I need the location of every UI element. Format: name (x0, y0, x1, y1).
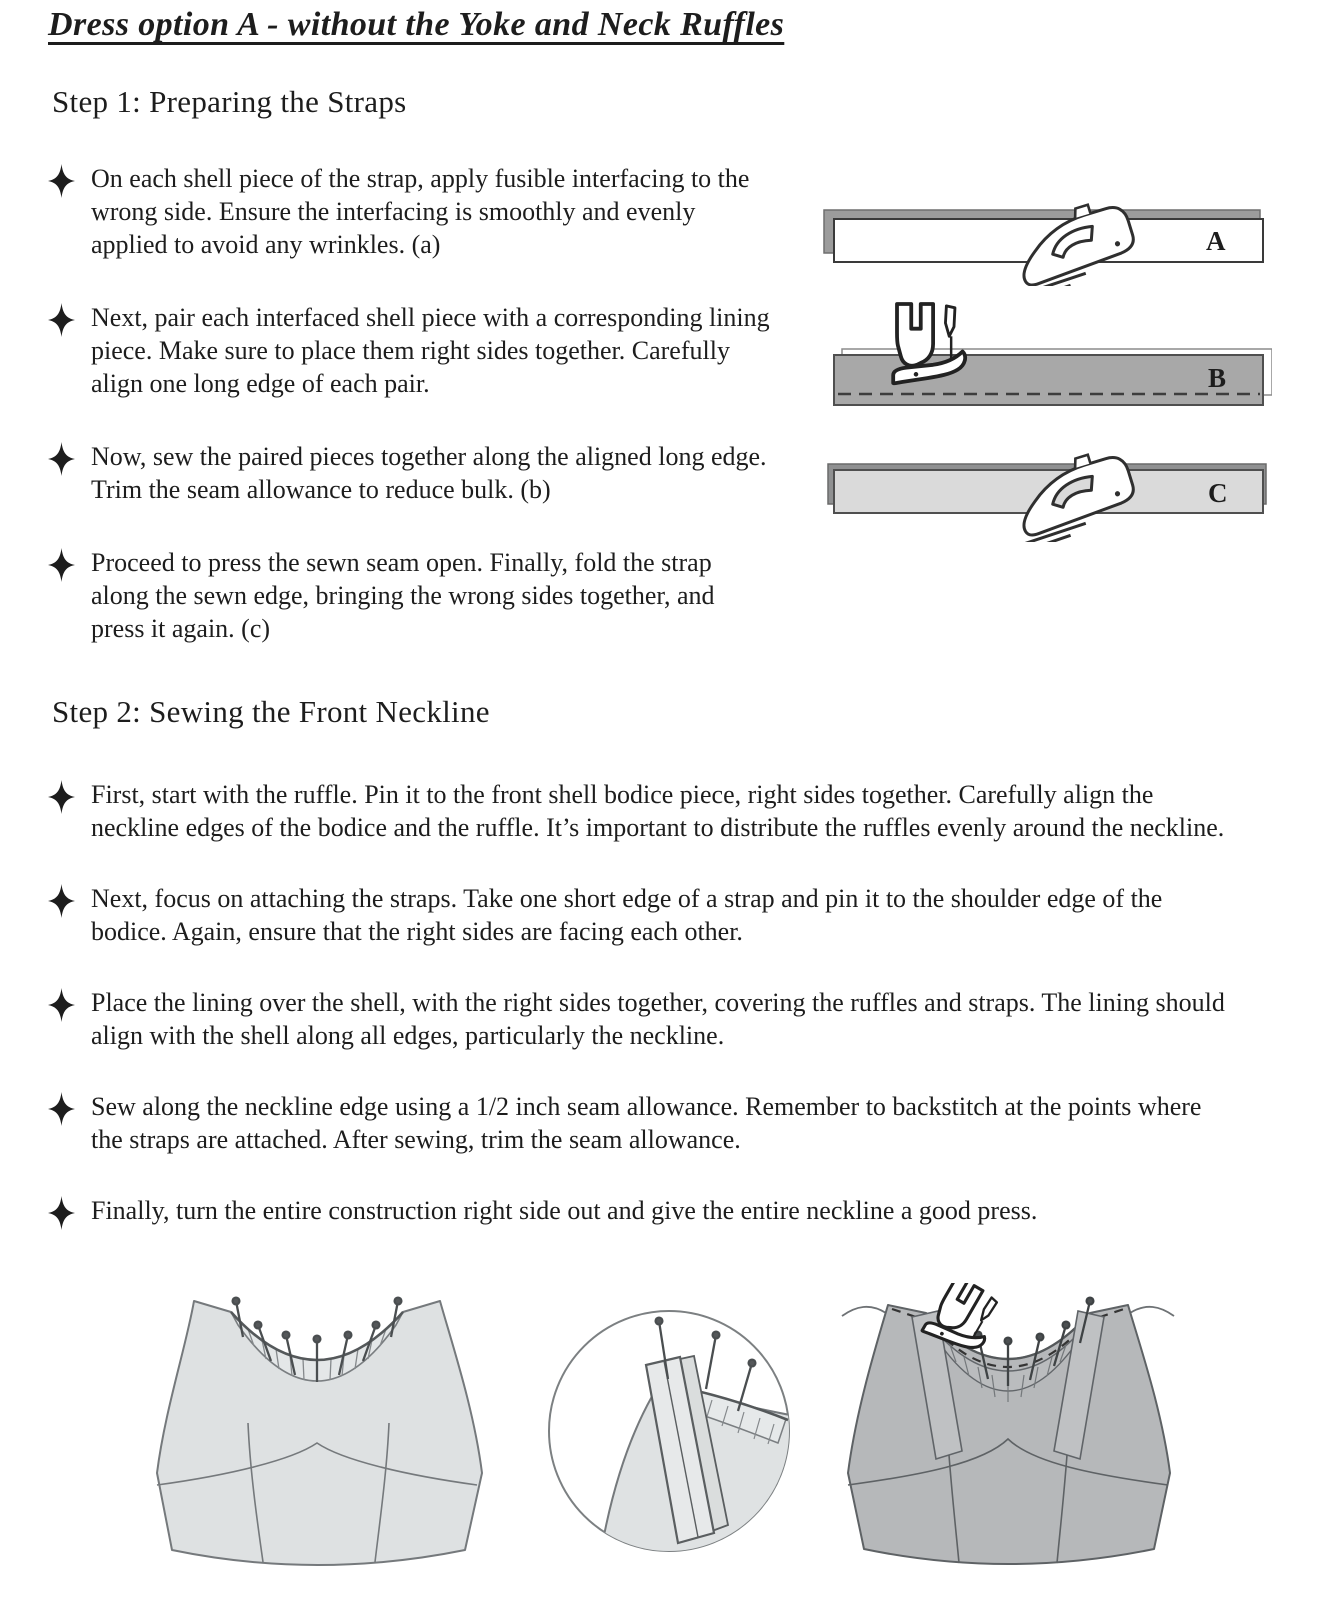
four-pointed-star-icon (48, 882, 76, 948)
bullet-item (48, 778, 1228, 844)
diagram-label: C (1208, 478, 1228, 508)
diagram-strap-c (816, 452, 1272, 542)
four-pointed-star-icon (48, 1090, 76, 1156)
four-pointed-star-icon (48, 778, 76, 844)
bullet-text: Next, focus on attaching the straps. Take one short edge of a strap and pin it to the shoulder edge of the bodice. Again, ensure that the right sides are facing each other. (91, 884, 1163, 947)
bullet-item (48, 1090, 1228, 1156)
bullet-item (48, 162, 770, 261)
bullet-text: Finally, turn the entire construction right side out and give the entire neckline a good press. (91, 1196, 1038, 1226)
presser-foot-icon (893, 304, 965, 383)
bullet-text: Place the lining over the shell, with the right sides together, covering the ruffles and straps. The lining should align with the shell along all edges, particularly the neckline. (91, 988, 1225, 1051)
diagram-strap-b (816, 298, 1272, 418)
pinning-detail-illustration (540, 1295, 798, 1575)
bullet-item (48, 986, 1228, 1052)
four-pointed-star-icon (48, 986, 76, 1052)
bullet-text: Proceed to press the sewn seam open. Finally, fold the strap along the sewn edge, bringing the wrong sides together, and press it again. (c) (91, 548, 715, 644)
back-sewing-illustration (828, 1283, 1188, 1598)
bullet-text: Next, pair each interfaced shell piece with a corresponding lining piece. Make sure to place them right sides together. Carefully align one long edge of each pair. (91, 303, 770, 399)
bullet-item (48, 546, 770, 645)
four-pointed-star-icon (48, 440, 76, 506)
bullet-item (48, 882, 1228, 948)
step1-bullet-list (48, 162, 770, 685)
bullet-item (48, 1194, 1228, 1238)
step2-heading: Step 2: Sewing the Front Neckline (52, 694, 490, 729)
bullet-text: First, start with the ruffle. Pin it to the front shell bodice piece, right sides together. Carefully align the neckline edges of the bodice and the ruffle. It’s important to distribute the ruffles evenly around the neckline. (91, 780, 1225, 843)
bullet-item (48, 440, 770, 506)
diagram-label: A (1206, 226, 1226, 256)
bullet-text: On each shell piece of the strap, apply fusible interfacing to the wrong side. Ensure the interfacing is smoothly and evenly applied to avoid any wrinkles. (a) (91, 164, 750, 260)
four-pointed-star-icon (48, 1194, 76, 1238)
page-title: Dress option A - without the Yoke and Neck Ruffles (48, 6, 785, 43)
front-bodice-illustration (130, 1285, 505, 1595)
bullet-text: Now, sew the paired pieces together along the aligned long edge. Trim the seam allowance to reduce bulk. (b) (91, 442, 767, 505)
step2-bullet-list (48, 778, 1228, 1276)
diagram-label: B (1208, 363, 1227, 393)
four-pointed-star-icon (48, 301, 76, 400)
diagram-strap-a (816, 198, 1272, 286)
bullet-text: Sew along the neckline edge using a 1/2 inch seam allowance. Remember to backstitch at the points where the straps are attached. After sewing, trim the seam allowance. (91, 1092, 1202, 1155)
four-pointed-star-icon (48, 162, 76, 261)
bullet-item (48, 301, 770, 400)
step1-heading: Step 1: Preparing the Straps (52, 84, 407, 119)
four-pointed-star-icon (48, 546, 76, 645)
